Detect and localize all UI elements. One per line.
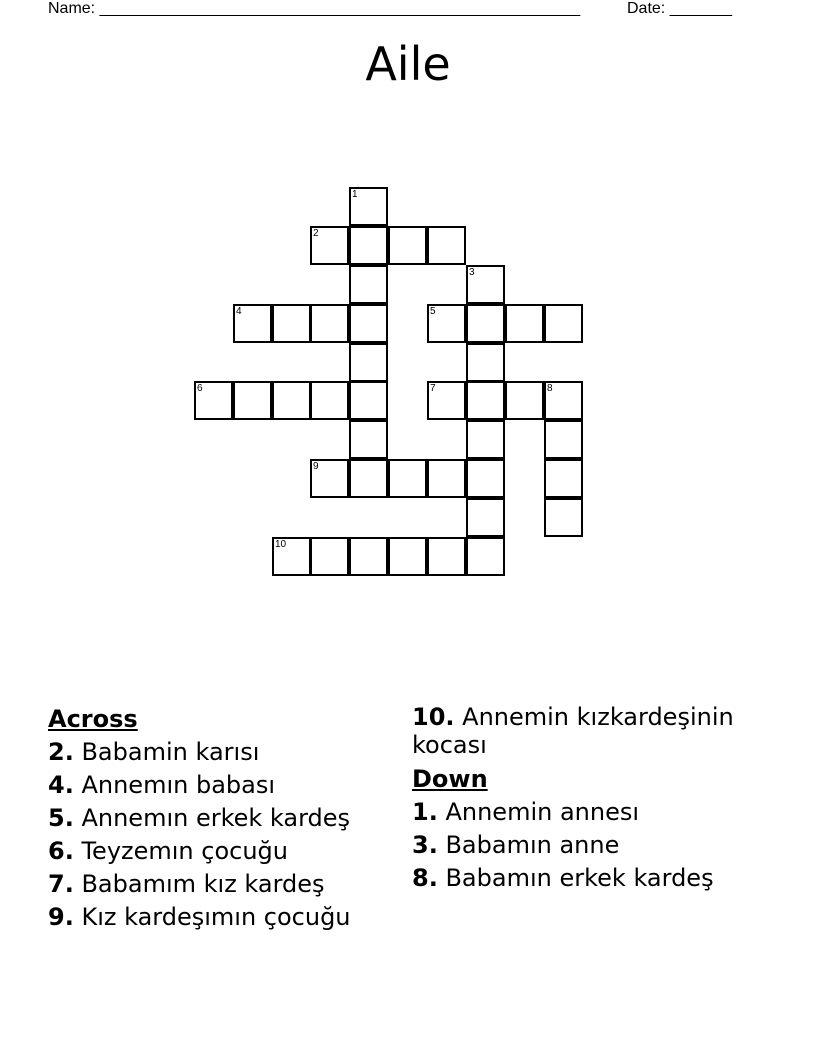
- grid-cell[interactable]: [388, 537, 427, 576]
- down-clue: [412, 796, 782, 829]
- clue-number-label: 8.: [412, 864, 438, 892]
- grid-cell[interactable]: [349, 537, 388, 576]
- grid-cell[interactable]: [310, 381, 349, 420]
- grid-cell[interactable]: [466, 343, 505, 382]
- down-clue: [412, 862, 782, 895]
- clue-number: 7: [430, 383, 436, 394]
- clue-number: 9: [313, 461, 319, 472]
- clues-column-right: [412, 703, 782, 895]
- clue-number: 4: [236, 306, 242, 317]
- grid-cell[interactable]: [466, 459, 505, 498]
- grid-cell[interactable]: [505, 381, 544, 420]
- clue-text: Kız kardeşımın çocuğu: [81, 903, 351, 931]
- clue-number-label: 6.: [48, 837, 74, 865]
- grid-cell[interactable]: [466, 537, 505, 576]
- clue-number: 10: [275, 539, 287, 550]
- down-heading: Down: [412, 765, 488, 793]
- grid-cell[interactable]: [310, 537, 349, 576]
- clue-text: Annemin kızkardeşinin kocası: [412, 703, 734, 759]
- down-clue: [412, 829, 782, 862]
- clue-number-label: 3.: [412, 831, 438, 859]
- clue-text: Babamin karısı: [81, 738, 260, 766]
- grid-cell[interactable]: [310, 304, 349, 343]
- grid-cell[interactable]: [427, 226, 466, 265]
- grid-cell[interactable]: [427, 459, 466, 498]
- across-clue: [48, 769, 398, 802]
- grid-cell[interactable]: [466, 381, 505, 420]
- grid-cell[interactable]: [194, 381, 233, 420]
- grid-cell[interactable]: [310, 226, 349, 265]
- grid-cell[interactable]: [427, 537, 466, 576]
- clue-text: Babamın erkek kardeş: [445, 864, 714, 892]
- clue-number-label: 4.: [48, 771, 74, 799]
- grid-cell[interactable]: [272, 304, 311, 343]
- date-field-line: Date: _______: [627, 0, 732, 17]
- clue-text: Annemın erkek kardeş: [81, 804, 351, 832]
- grid-cell[interactable]: [272, 537, 311, 576]
- name-field-line: Name: ______________________________________________________: [48, 0, 581, 17]
- grid-cell[interactable]: [349, 226, 388, 265]
- grid-cell[interactable]: [466, 265, 505, 304]
- clue-text: Babamım kız kardeş: [81, 870, 325, 898]
- grid-cell[interactable]: [349, 187, 388, 226]
- grid-cell[interactable]: [310, 459, 349, 498]
- clue-number-label: 1.: [412, 798, 438, 826]
- grid-cell[interactable]: [233, 304, 272, 343]
- clue-number-label: 2.: [48, 738, 74, 766]
- grid-cell[interactable]: [388, 459, 427, 498]
- across-clue: [412, 703, 782, 759]
- clue-number: 3: [469, 267, 475, 278]
- clue-number: 6: [197, 383, 203, 394]
- grid-cell[interactable]: [466, 420, 505, 459]
- across-clue: [48, 901, 398, 934]
- clue-text: Teyzemın çocuğu: [81, 837, 288, 865]
- clue-number-label: 5.: [48, 804, 74, 832]
- grid-cell[interactable]: [349, 381, 388, 420]
- clue-text: Annemın babası: [81, 771, 276, 799]
- page-title: Aile: [365, 37, 451, 91]
- grid-cell[interactable]: [349, 343, 388, 382]
- clue-number-label: 9.: [48, 903, 74, 931]
- grid-cell[interactable]: [349, 304, 388, 343]
- clue-text: Annemin annesı: [445, 798, 640, 826]
- grid-cell[interactable]: [505, 304, 544, 343]
- grid-cell[interactable]: [544, 498, 583, 537]
- grid-cell[interactable]: [349, 265, 388, 304]
- clue-number-label: 7.: [48, 870, 74, 898]
- grid-cell[interactable]: [233, 381, 272, 420]
- across-heading: Across: [48, 705, 138, 733]
- grid-cell[interactable]: [388, 226, 427, 265]
- grid-cell[interactable]: [466, 304, 505, 343]
- grid-cell[interactable]: [544, 304, 583, 343]
- clue-number-label: 10.: [412, 703, 455, 731]
- clue-text: Babamın anne: [445, 831, 620, 859]
- grid-cell[interactable]: [466, 498, 505, 537]
- grid-cell[interactable]: [427, 304, 466, 343]
- across-clue: [48, 736, 398, 769]
- clues-column-left: [48, 703, 398, 934]
- clue-number: 8: [547, 383, 553, 394]
- grid-cell[interactable]: [544, 459, 583, 498]
- across-clue: [48, 802, 398, 835]
- grid-cell[interactable]: [349, 420, 388, 459]
- grid-cell[interactable]: [427, 381, 466, 420]
- clue-number: 5: [430, 306, 436, 317]
- grid-cell[interactable]: [349, 459, 388, 498]
- grid-cell[interactable]: [544, 381, 583, 420]
- across-clue: [48, 835, 398, 868]
- clue-number: 2: [313, 228, 319, 239]
- across-clue: [48, 868, 398, 901]
- grid-cell[interactable]: [272, 381, 311, 420]
- clue-number: 1: [352, 189, 358, 200]
- grid-cell[interactable]: [544, 420, 583, 459]
